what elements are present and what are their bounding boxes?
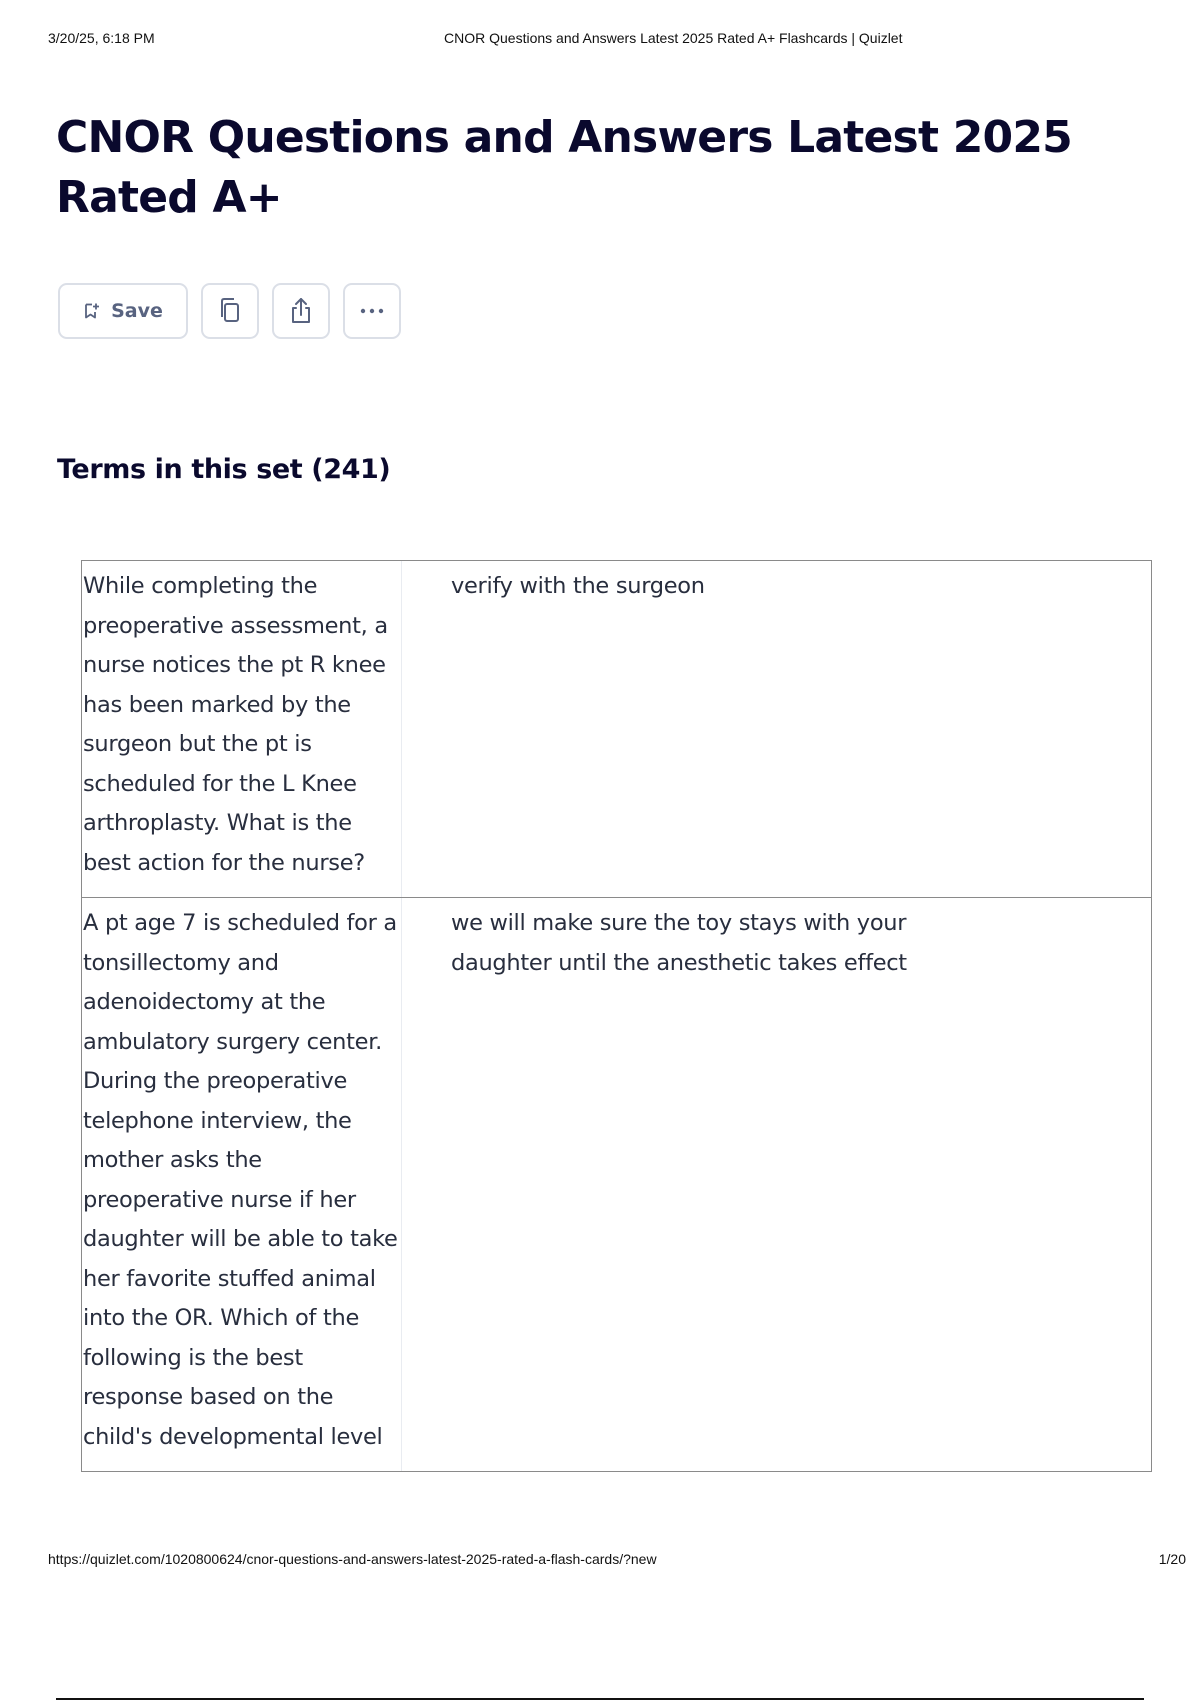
more-options-button[interactable] [343,283,401,339]
terms-count-heading: Terms in this set (241) [57,454,391,485]
print-datetime: 3/20/25, 6:18 PM [48,30,155,46]
definition-cell [402,561,1151,897]
save-button[interactable] [58,283,188,339]
share-icon [287,296,315,326]
set-toolbar [58,283,401,341]
term-text: A pt age 7 is scheduled for a tonsillectomy and adenoidectomy at the ambulatory surgery center. During the preoperative telephone interview, the mother asks the preoperative nurse if her daughter will be able to take her favorite stuffed animal into the OR. Which of the following is the best response based on the child's developmental level [82,898,402,1471]
page-title: CNOR Questions and Answers Latest 2025 Rated A+ [56,112,1072,223]
term-row [82,561,1151,897]
copy-button[interactable] [201,283,259,339]
print-document-title: CNOR Questions and Answers Latest 2025 Rated A+ Flashcards | Quizlet [444,30,903,46]
terms-table [81,560,1152,1472]
definition-cell [402,898,1151,1471]
page-number: 1/20 [1158,1551,1186,1567]
term-text: While completing the preoperative assessment, a nurse notices the pt R knee has been marked by the surgeon but the pt is scheduled for the L Knee arthroplasty. What is the best action for the nurse? [82,561,402,897]
print-header [48,30,1152,50]
definition-text: verify with the surgeon [451,573,705,599]
definition-text: we will make sure the toy stays with your daughter until the anesthetic takes effect [451,910,907,976]
term-row [82,897,1151,1471]
save-bookmark-icon [83,302,101,320]
more-options-icon [358,307,386,315]
print-footer [48,1551,1186,1571]
print-url: https://quizlet.com/1020800624/cnor-questions-and-answers-latest-2025-rated-a-flash-cards/?new [48,1551,657,1567]
save-button-label: Save [111,300,163,322]
copy-icon [216,296,244,326]
share-button[interactable] [272,283,330,339]
